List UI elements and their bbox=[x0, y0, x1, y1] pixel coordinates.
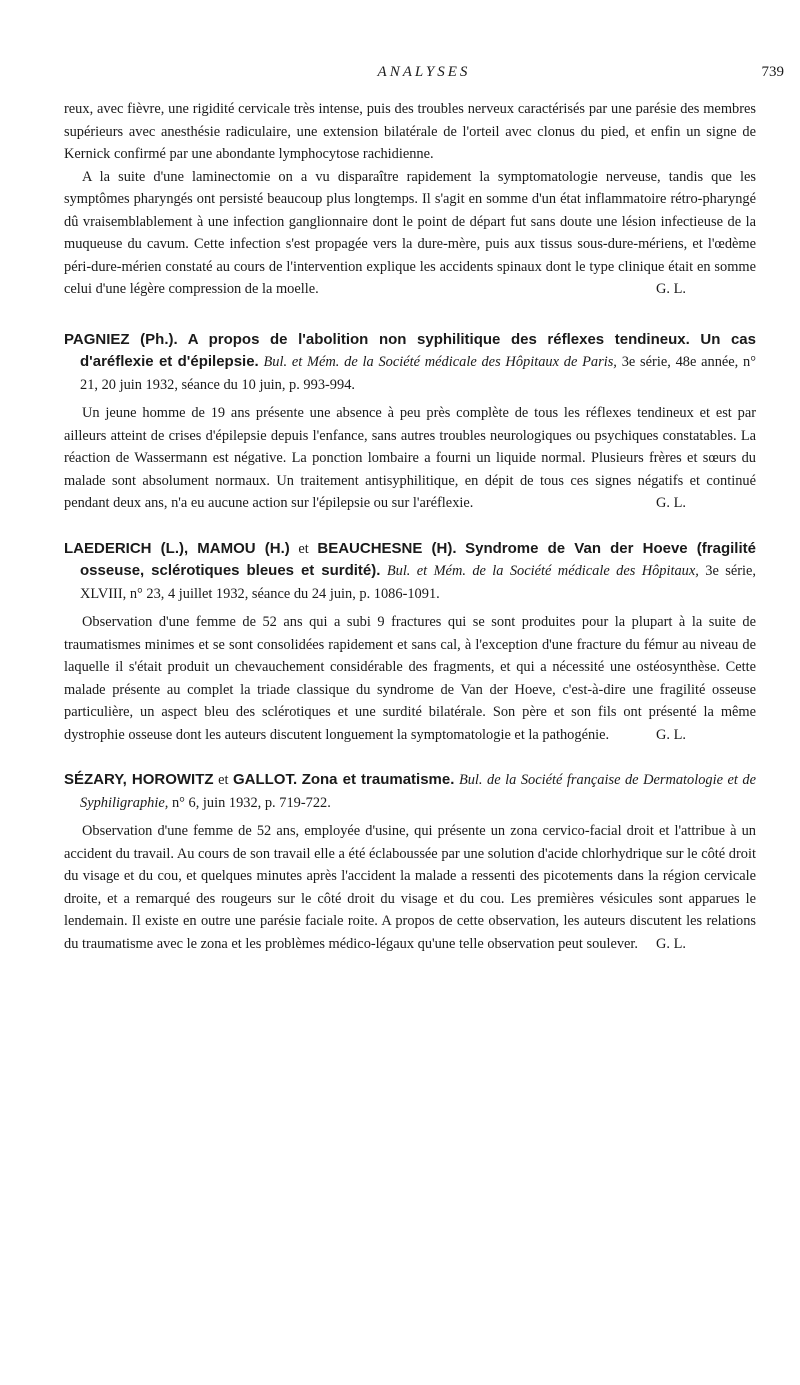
running-title: ANALYSES bbox=[377, 64, 471, 80]
entry-authors-last: BEAUCHESNE (H). bbox=[317, 539, 457, 557]
page-number: 739 bbox=[761, 64, 784, 80]
entry-abstract bbox=[64, 611, 756, 746]
reviewer-signature: G. L. bbox=[656, 281, 686, 297]
entry-heading bbox=[64, 329, 756, 397]
continuation-paragraph: reux, avec fièvre, une rigidité cervicale très intense, puis des troubles nerveux caractérisés par une parésie des membres supérieurs avec anesthésie radiculaire, une extension bilatérale de l'orteil avec clonus du pied, et enfin un signe de Kernick confirmé par une abondante lymphocytose rachidienne. bbox=[64, 101, 756, 162]
entry-title: A propos de l'abolition non syphilitique des réflexes tendineux. Un cas d'aréflexie et d'épilepsie. bbox=[80, 330, 756, 370]
page-content bbox=[64, 98, 756, 955]
entry-title: Syndrome de Van der Hoeve (fragilité osseuse, sclérotiques bleues et surdité). bbox=[80, 539, 756, 579]
entry-citation: n° 6, juin 1932, p. 719-722. bbox=[171, 794, 331, 811]
review-entry bbox=[64, 329, 756, 515]
running-header bbox=[64, 64, 784, 88]
entry-journal: Bul. de la Société française de Dermatologie et de Syphiligraphie, bbox=[80, 772, 757, 811]
entry-abstract bbox=[64, 402, 756, 515]
reviewer-signature: G. L. bbox=[656, 935, 686, 952]
entry-conjunction: et bbox=[298, 540, 309, 557]
entry-journal: Bul. et Mém. de la Société médicale des Hôpitaux de Paris, bbox=[263, 354, 617, 370]
review-entry bbox=[64, 769, 756, 955]
paragraph-text: A la suite d'une laminectomie on a vu disparaître rapidement la symptomatologie nerveuse, tandis que les symptômes pharyngés ont persisté beaucoup plus longtemps. Il s'agit en somme d'un état inflammatoire rétro-pharyngé dû vraisemblablement à une infection ganglionnaire dont le point de départ fut sans doute une lésion infectieuse de la muqueuse du cavum. Cette infection s'est propagée vers la dure-mère, puis aux tissus sous-dure-mériens, et l'œdème péri-dure-mérien constaté au cours de l'intervention explique les accidents spinaux dont le type clinique était en somme celui d'une légère compression de la moelle. bbox=[64, 168, 756, 297]
reviewer-signature: G. L. bbox=[656, 495, 686, 511]
entry-heading bbox=[64, 769, 756, 814]
entry-abstract bbox=[64, 820, 756, 955]
entry-journal: Bul. et Mém. de la Société médicale des Hôpitaux, bbox=[386, 563, 699, 579]
entry-title: Zona et traumatisme. bbox=[301, 771, 455, 788]
review-entry bbox=[64, 538, 756, 747]
abstract-text: Observation d'une femme de 52 ans, employée d'usine, qui présente un zona cervico-facial droit et l'attribue à un accident du travail. Au cours de son travail elle a été éclaboussée par une solution d'acide chlorhydrique sur le côté droit du visage et du cou, et quelques minutes après l'accident la malade a ressenti des picotements dans la région cervicale droite, et a remarqué des rougeurs sur le côté droit du visage et du cou. Les premières vésicules sont apparues le lendemain. Il existe en outre une parésie faciale roite. A propos de cette observation, les auteurs discutent les relations du traumatisme avec le zona et les problèmes médico-légaux qu'une telle observation peut soulever. bbox=[64, 823, 756, 952]
entry-authors-last: GALLOT. bbox=[232, 771, 298, 788]
entry-conjunction: et bbox=[218, 772, 229, 788]
entry-heading bbox=[64, 538, 756, 606]
entry-authors: SÉZARY, HOROWITZ bbox=[64, 771, 214, 788]
continuation-paragraph bbox=[64, 166, 756, 301]
abstract-text: Observation d'une femme de 52 ans qui a subi 9 fractures qui se sont produites pour la plupart à la suite de traumatismes minimes et se sont consolidées rapidement et sans cal, à l'exception d'une fracture du fémur au niveau de laquelle il s'était produit un chevauchement considérable des fragments, et qui a nécessité une ostéosynthèse. Cette malade présente au complet la triade classique du syndrome de Van der Hoeve, c'est-à-dire une fragilité osseuse particulière, un aspect bleu des sclérotiques et une surdité bilatérale. Son père et son fils ont présenté la même dystrophie osseuse dont les auteurs discutent longuement la symptomatologie et la pathogénie. bbox=[64, 614, 756, 743]
entry-authors: LAEDERICH (L.), MAMOU (H.) bbox=[64, 539, 290, 557]
reviewer-signature: G. L. bbox=[656, 726, 686, 743]
entry-citation: 3e série, XLVIII, n° 23, 4 juillet 1932, séance du 24 juin, p. 1086-1091. bbox=[80, 563, 756, 602]
abstract-text: Un jeune homme de 19 ans présente une absence à peu près complète de tous les réflexes tendineux et est par ailleurs atteint de crises d'épilepsie depuis l'enfance, sans autres troubles neurologiques ou psychiques constatables. La réaction de Wassermann est négative. La ponction lombaire a fourni un liquide normal. Plusieurs frères et sœurs du malade sont absolument normaux. Un traitement antisyphilitique, en dépit de tous ces signes négatifs et continué pendant deux ans, n'a eu aucune action sur l'épilepsie ou sur l'aréflexie. bbox=[64, 405, 756, 511]
entry-authors: PAGNIEZ (Ph.). bbox=[64, 330, 178, 348]
entry-citation: 3e série, 48e année, n° 21, 20 juin 1932, séance du 10 juin, p. 993-994. bbox=[80, 354, 756, 393]
